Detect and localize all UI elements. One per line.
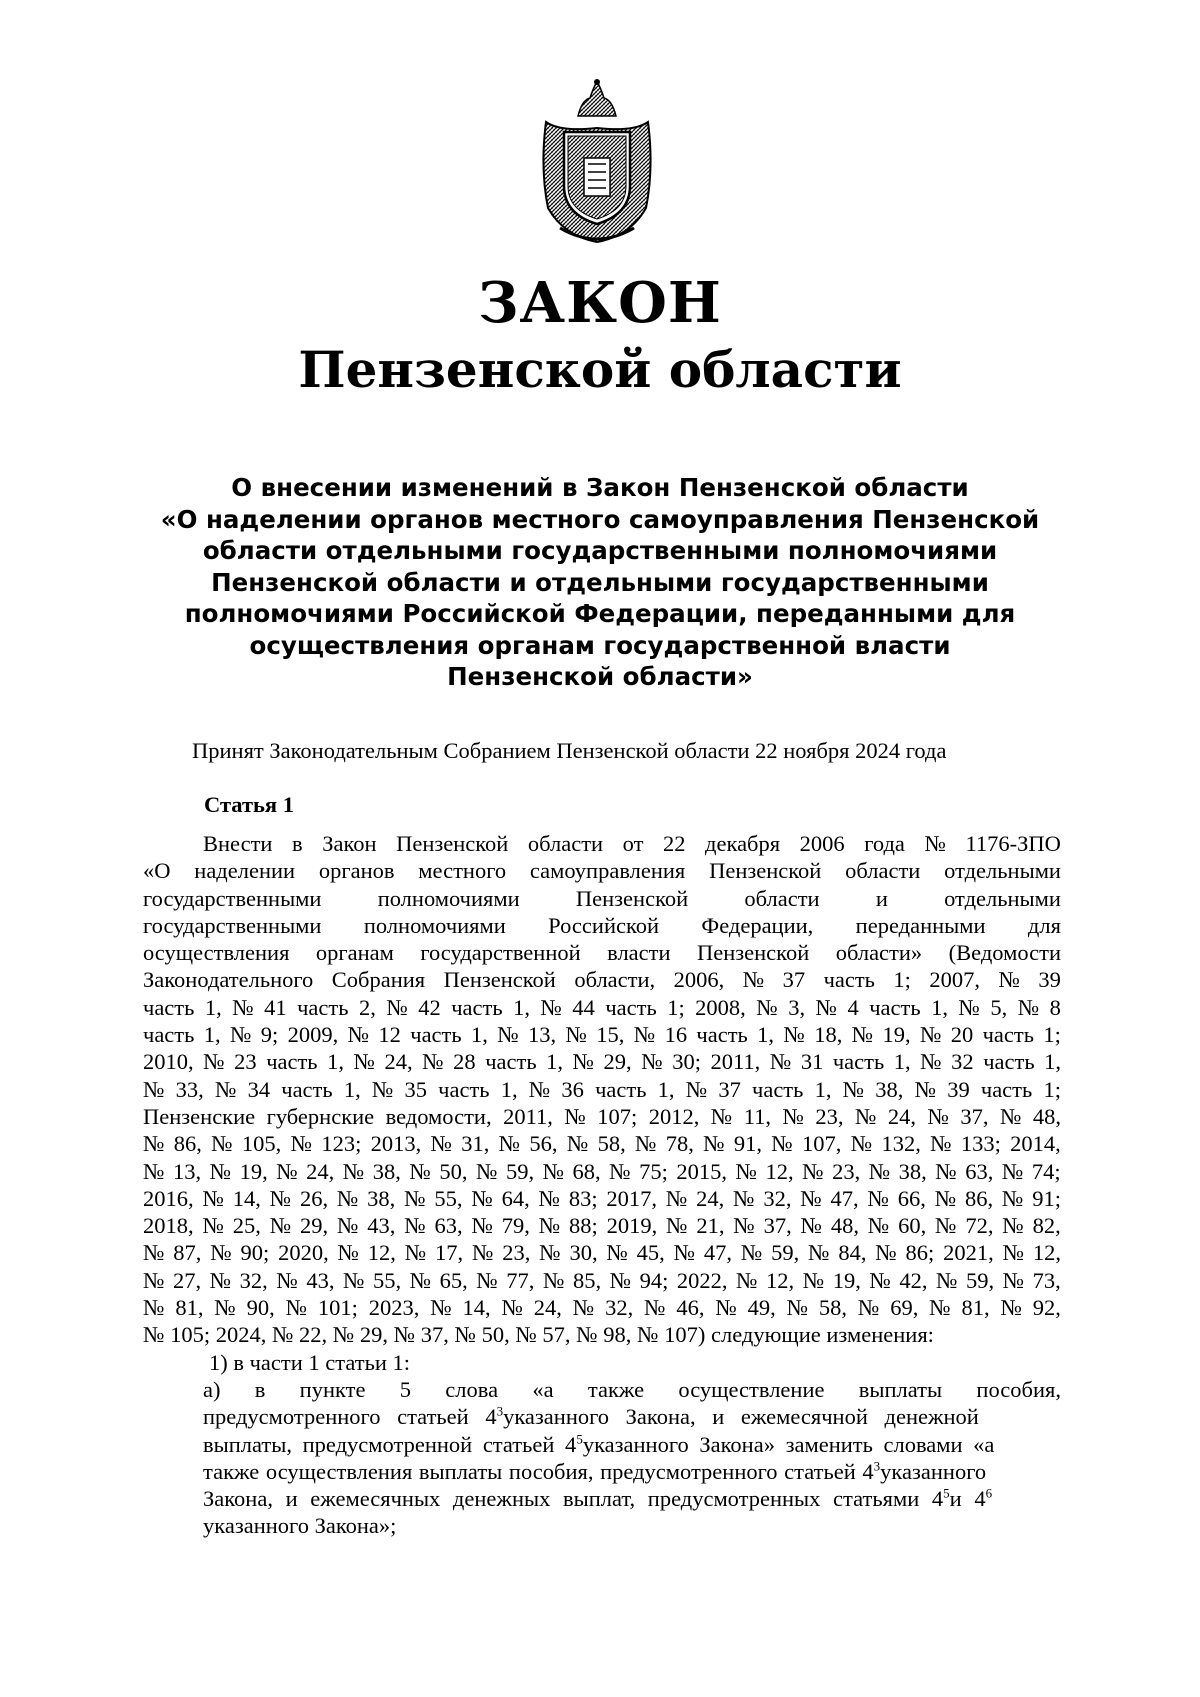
subject-line: Пензенской области и отдельными государственными	[211, 567, 989, 597]
subject-line: полномочиями Российской Федерации, переданными для	[184, 599, 1016, 628]
article-line: Законодательного Собрания Пензенской области, 2006, № 37 часть 1; 2007, № 39	[143, 967, 1061, 993]
article-line: часть 1, № 41 часть 2, № 42 часть 1, № 44 часть 1; 2008, № 3, № 4 часть 1, № 5, № 8	[143, 994, 1061, 1020]
article-line: государственными полномочиями Пензенской области и отдельными	[143, 885, 1061, 911]
coat-of-arms-emblem	[538, 78, 656, 246]
article-line: № 105; 2024, № 22, № 29, № 37, № 50, № 57, № 98, № 107) следующие изменения:	[143, 1322, 934, 1348]
article-line: государственными полномочиями Российской Федерации, переданными для	[143, 912, 1061, 938]
article-body	[143, 830, 1061, 1540]
article-line: № 13, № 19, № 24, № 38, № 50, № 59, № 68, № 75; 2015, № 12, № 23, № 38, № 63, № 74;	[143, 1158, 1061, 1184]
article-line: Внести в Закон Пензенской области от 22 декабря 2006 года № 1176-ЗПО	[203, 831, 1061, 856]
article-line: 2018, № 25, № 29, № 43, № 63, № 79, № 88; 2019, № 21, № 37, № 48, № 60, № 72, № 82,	[143, 1213, 1061, 1239]
sub-a-line: выплаты, предусмотренной статьей $4^5указанного$ Закона» заменить словами «а	[203, 1431, 995, 1457]
subject-line: О внесении изменений в Закон Пензенской области	[231, 473, 969, 502]
article-heading: Статья 1	[204, 792, 294, 817]
sub-a-line: также осуществления выплаты пособия, предусмотренного статьей $4^3указанного$	[203, 1458, 987, 1484]
law-subject	[140, 472, 1060, 693]
article-line: № 33, № 34 часть 1, № 35 часть 1, № 36 часть 1, № 37 часть 1, № 38, № 39 часть 1;	[143, 1076, 1061, 1102]
article-line: «О наделении органов местного самоуправления Пензенской области отдельными	[143, 858, 1061, 884]
article-line: № 86, № 105, № 123; 2013, № 31, № 56, № 58, № 78, № 91, № 107, № 132, № 133; 2014,	[143, 1131, 1061, 1157]
article-line: осуществления органам государственной власти Пензенской области» (Ведомости	[143, 940, 1061, 966]
subject-line: Пензенской области»	[447, 662, 753, 691]
article-line: № 81, № 90, № 101; 2023, № 14, № 24, № 32, № 46, № 49, № 58, № 69, № 81, № 92,	[143, 1295, 1061, 1321]
subject-line: «О наделении органов местного самоуправления Пензенской	[160, 504, 1040, 534]
item-1: 1) в части 1 статьи 1:	[209, 1349, 411, 1375]
sub-a-line: Закона, и ежемесячных денежных выплат, предусмотренных статьями $4^5и$ $4^6$	[203, 1485, 993, 1512]
article-line: часть 1, № 9; 2009, № 12 часть 1, № 13, № 15, № 16 часть 1, № 18, № 19, № 20 часть 1;	[143, 1022, 1061, 1048]
law-title: ЗАКОН	[478, 270, 722, 336]
sub-a-line: указанного Закона»;	[203, 1513, 397, 1539]
subject-line: осуществления органам государственной власти	[249, 630, 951, 660]
subject-line: области отдельными государственными полномочиями	[202, 536, 998, 565]
article-line: 2016, № 14, № 26, № 38, № 55, № 64, № 83; 2017, № 24, № 32, № 47, № 66, № 86, № 91;	[143, 1185, 1061, 1211]
article-line: № 27, № 32, № 43, № 55, № 65, № 77, № 85, № 94; 2022, № 12, № 19, № 42, № 59, № 73,	[143, 1267, 1061, 1293]
article-line: № 87, № 90; 2020, № 12, № 17, № 23, № 30, № 45, № 47, № 59, № 84, № 86; 2021, № 12,	[143, 1240, 1061, 1266]
sub-item-a	[143, 1376, 1061, 1540]
adoption-note: Принят Законодательным Собранием Пензенской области 22 ноября 2024 года	[192, 738, 947, 763]
law-region: Пензенской области	[298, 340, 902, 399]
article-line: Пензенские губернские ведомости, 2011, № 107; 2012, № 11, № 23, № 24, № 37, № 48,	[143, 1103, 1061, 1129]
sub-a-line: а) в пункте 5 слова «а также осуществление выплаты пособия,	[203, 1376, 1061, 1402]
sub-a-line: предусмотренного статьей $4^3указанного$ Закона, и ежемесячной денежной	[203, 1403, 979, 1430]
article-line: 2010, № 23 часть 1, № 24, № 28 часть 1, № 29, № 30; 2011, № 31 часть 1, № 32 часть 1,	[143, 1049, 1061, 1075]
